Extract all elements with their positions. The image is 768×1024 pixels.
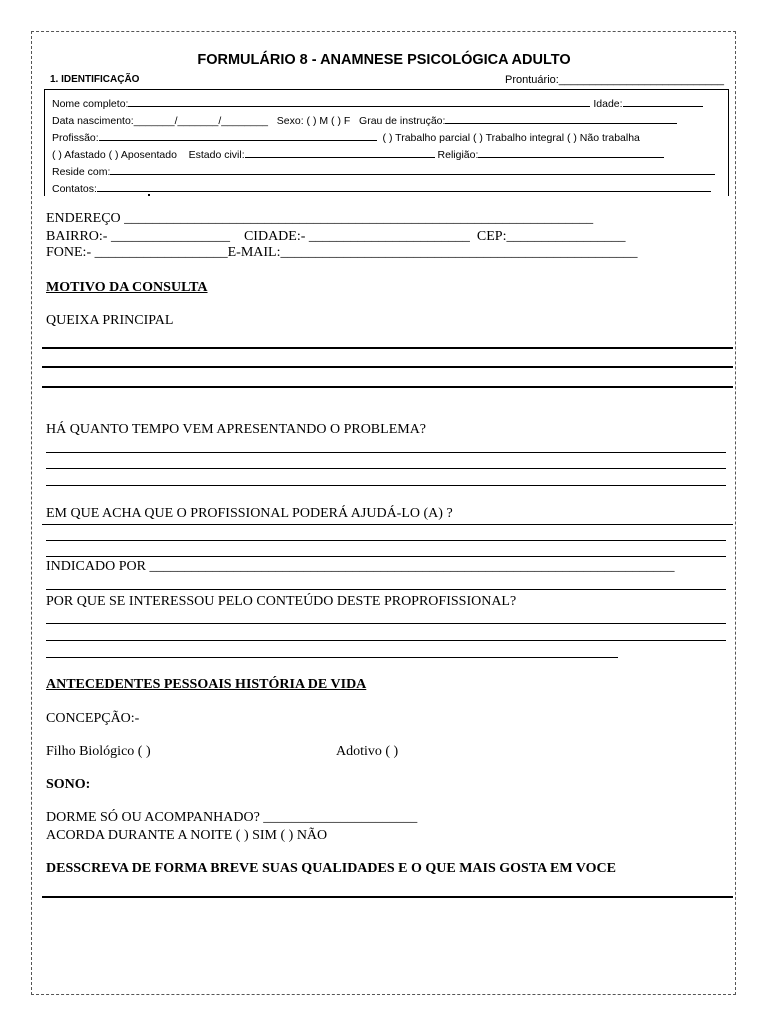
row-bairro <box>46 229 625 245</box>
profissao-field[interactable] <box>99 129 377 141</box>
data-nascimento-field[interactable]: Data nascimento:_______/_______/________ <box>52 115 269 127</box>
em-que-line-2[interactable] <box>46 540 726 541</box>
queixa-line-3[interactable] <box>42 386 733 388</box>
descreva-line[interactable] <box>42 896 733 898</box>
queixa-label: QUEIXA PRINCIPAL <box>46 313 174 328</box>
bairro-field[interactable]: BAIRRO:- _________________ <box>46 229 230 244</box>
cep-field[interactable]: CEP:_________________ <box>476 229 626 244</box>
cidade-field[interactable]: CIDADE:- _______________________ <box>243 229 470 244</box>
motivo-heading: MOTIVO DA CONSULTA <box>46 280 208 295</box>
por-que-line-1[interactable] <box>46 623 726 624</box>
ha-quanto-line-1[interactable] <box>46 452 726 453</box>
queixa-line-2[interactable] <box>42 366 733 368</box>
por-que-line-3[interactable] <box>46 657 618 658</box>
ha-quanto-line-2[interactable] <box>46 468 726 469</box>
indicado-line-2[interactable] <box>46 589 726 590</box>
antecedentes-heading: ANTECEDENTES PESSOAIS HISTÓRIA DE VIDA <box>46 677 367 692</box>
row-profissao <box>52 129 640 144</box>
grau-field[interactable] <box>445 112 677 124</box>
fone-email-field[interactable]: FONE:- ___________________E-MAIL:___________________________________________________ <box>46 245 638 260</box>
em-que-line-3[interactable] <box>46 556 726 557</box>
nome-label: Nome completo: <box>52 98 129 110</box>
reside-field[interactable] <box>110 163 715 175</box>
por-que-label: POR QUE SE INTERESSOU PELO CONTEÚDO DESTE PROPROFISSIONAL? <box>46 594 517 609</box>
ha-quanto-line-3[interactable] <box>46 485 726 486</box>
sono-heading: SONO: <box>46 777 91 792</box>
religiao-field[interactable] <box>478 146 664 158</box>
contatos-label: Contatos: <box>52 183 97 195</box>
idade-label: Idade: <box>593 98 623 110</box>
prontuario-field[interactable]: Prontuário:___________________________ <box>505 74 724 86</box>
reside-label: Reside com: <box>52 166 111 178</box>
ha-quanto-label: HÁ QUANTO TEMPO VEM APRESENTANDO O PROBLEMA? <box>46 422 427 437</box>
descreva-label: DESSCREVA DE FORMA BREVE SUAS QUALIDADES E O QUE MAIS GOSTA EM VOCE <box>46 861 616 876</box>
row-nome <box>52 95 703 110</box>
row-contatos <box>52 180 711 195</box>
queixa-line-1[interactable] <box>42 347 733 349</box>
row-nascimento <box>52 112 677 127</box>
idade-field[interactable] <box>623 95 703 107</box>
por-que-line-2[interactable] <box>46 640 726 641</box>
trabalho-options[interactable]: ( ) Trabalho parcial ( ) Trabalho integral ( ) Não trabalha <box>382 132 640 144</box>
afastado-options[interactable]: ( ) Afastado ( ) Aposentado <box>52 149 177 161</box>
contatos-field[interactable] <box>97 180 711 192</box>
em-que-label: EM QUE ACHA QUE O PROFISSIONAL PODERÁ AJUDÁ-LO (A) ? <box>46 506 453 521</box>
indicado-field[interactable]: INDICADO POR ___________________________________________________________________________ <box>46 559 675 574</box>
biologico-option[interactable]: Filho Biológico ( ) <box>46 744 151 759</box>
nome-field[interactable] <box>128 95 590 107</box>
form-title: FORMULÁRIO 8 - ANAMNESE PSICOLÓGICA ADULTO <box>197 52 571 68</box>
profissao-label: Profissão: <box>52 132 99 144</box>
sexo-field[interactable]: Sexo: ( ) M ( ) F <box>276 115 351 127</box>
stray-mark <box>148 194 150 196</box>
estado-civil-field[interactable] <box>245 146 435 158</box>
concepcao-label: CONCEPÇÃO:- <box>46 711 140 726</box>
row-afastado <box>52 146 664 161</box>
em-que-line-1[interactable] <box>42 524 733 525</box>
row-reside <box>52 163 715 178</box>
adotivo-option[interactable]: Adotivo ( ) <box>336 744 399 759</box>
estado-civil-label: Estado civil: <box>188 149 245 161</box>
endereco-field[interactable]: ENDEREÇO ___________________________________________________________________ <box>46 211 594 226</box>
acorda-options[interactable]: ACORDA DURANTE A NOITE ( ) SIM ( ) NÃO <box>46 828 328 843</box>
religiao-label: Religião: <box>437 149 479 161</box>
grau-label: Grau de instrução: <box>359 115 446 127</box>
dorme-field[interactable]: DORME SÓ OU ACOMPANHADO? ______________________ <box>46 810 418 825</box>
section-identificacao: 1. IDENTIFICAÇÃO <box>50 74 140 85</box>
